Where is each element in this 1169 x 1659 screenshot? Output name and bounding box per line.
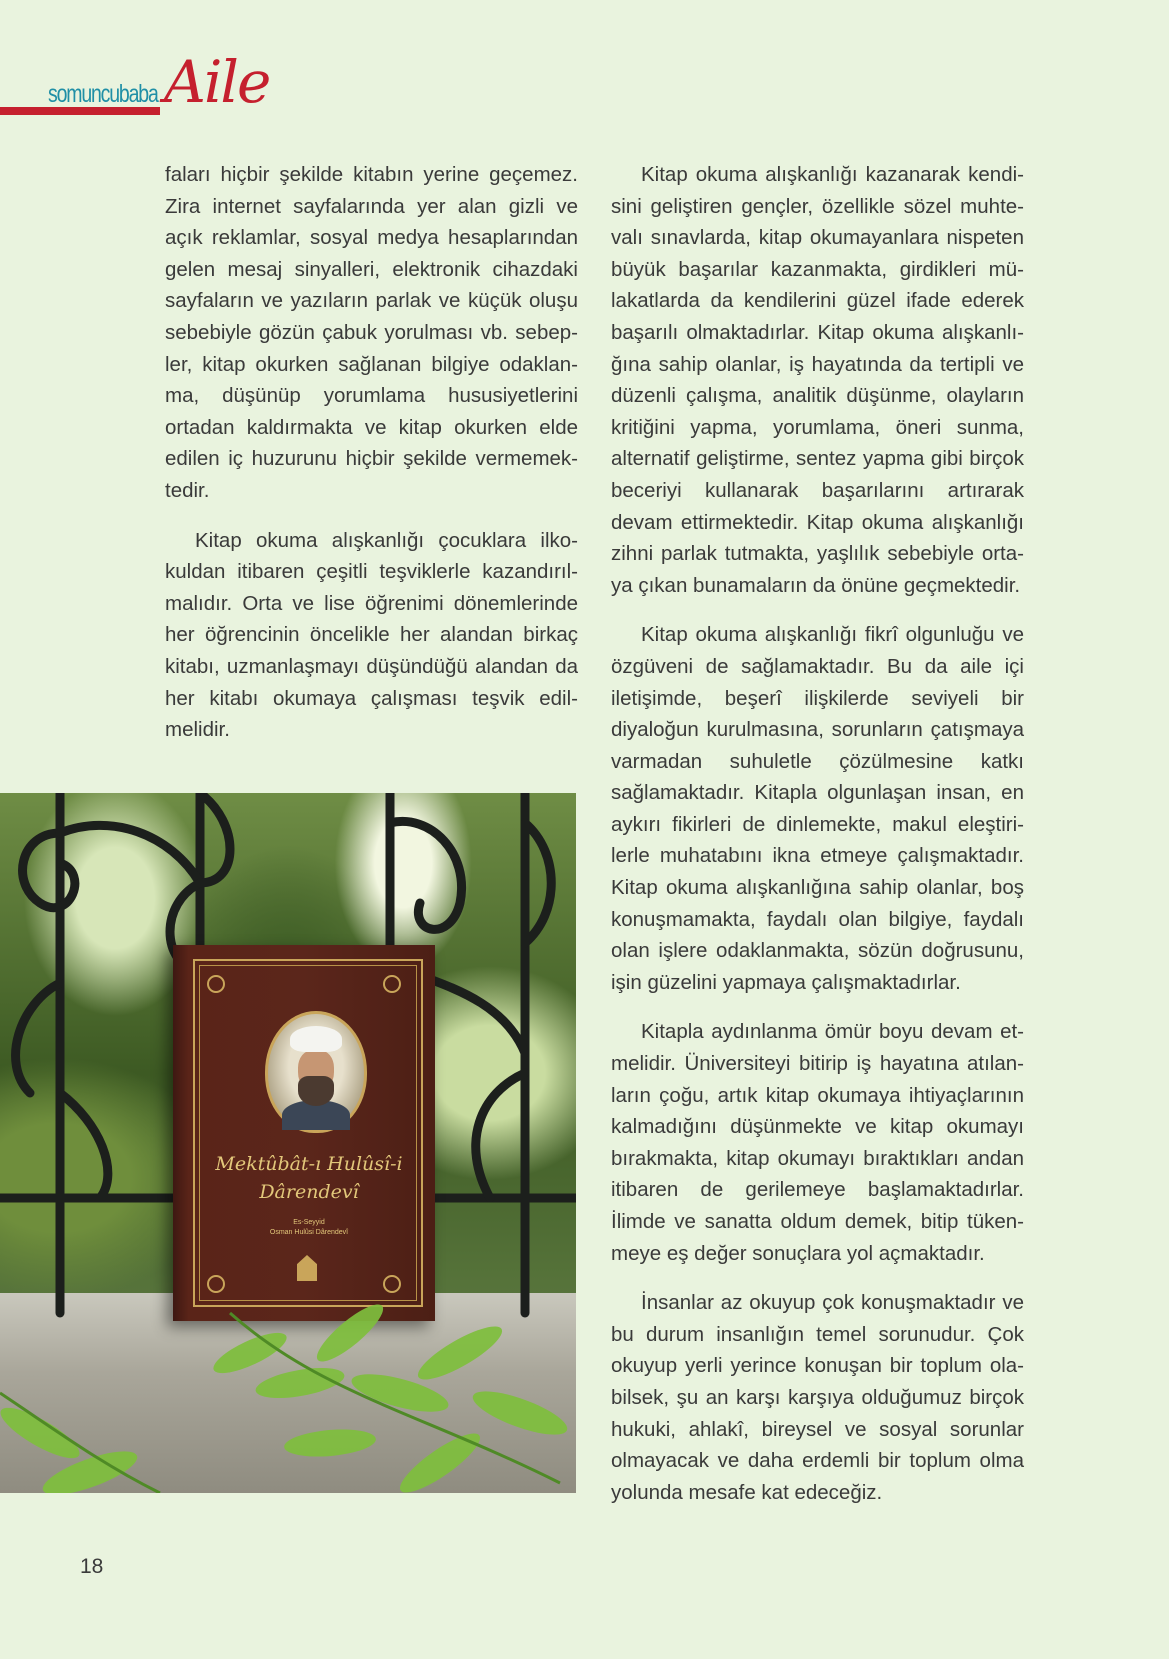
right-text-column	[611, 159, 1024, 1526]
book-photo	[0, 793, 576, 1493]
book-title-line1: Mektûbât-ı Hulûsî-i	[215, 1153, 403, 1175]
foreground-leaves	[0, 793, 576, 1493]
left-text-column	[165, 159, 578, 764]
logo-section-text: Aile	[164, 48, 270, 116]
magazine-logo	[48, 48, 270, 128]
paragraph: Kitap okuma alışkanlığı çocuklara ilkokuldan itibaren çeşitli teşviklerle kazandırılmalıdır. Orta ve lise öğrenimi dönemlerinde her öğrencinin öncelikle her alandan birkaç kitabı, uzmanlaşmayı düşündüğü alandan da her kitabı okumaya çalışması teşvik edilmelidir.	[165, 528, 578, 742]
logo-brand-text: somuncubaba	[48, 80, 158, 108]
paragraph: faları hiçbir şekilde kitabın yerine geçemez. Zira internet sayfalarında yer alan gizli ve açık reklamlar, sosyal medya hesaplarından gelen mesaj sinyalleri, elektronik cihazdaki sayfaların ve yazıların parlak ve küçük oluşu sebebiyle gözün çabuk yorulması vb. sebepler, kitap okurken sağlanan bilgiye odaklanma, düşünüp yorumlama hususiyetlerini ortadan kaldırmakta ve kitap okurken elde edilen iç huzurunu hiçbir şekilde vermemektedir.	[165, 163, 578, 502]
paragraph: İnsanlar az okuyup çok konuşmaktadır ve bu durum insanlığın temel sorunudur. Çok okuyup yerli yerince konuşan bir toplum olabilsek, şu an karşı karşıya olduğumuz birçok hukuki, ahlakî, bireysel ve sosyal sorunlar olmayacak ve daha erdemli bir toplum olma yolunda mesafe kat edeceğiz.	[611, 1291, 1024, 1504]
paragraph: Kitap okuma alışkanlığı fikrî olgunluğu ve özgüveni de sağlamaktadır. Bu da aile içi iletişimde, beşerî ilişkilerde seviyeli bir diyaloğun kurulmasına, sorunların çatışmaya varmadan suhuletle çözülmesine katkı sağlamaktadır. Kitapla olgunlaşan insan, en aykırı fikirleri de dinlemekte, makul eleştirilerle muhatabını ikna etmeye çalışmaktadır. Kitap okuma alışkanlığına sahip olanlar, boş konuşmamakta, faydalı olan bilgiye, faydalı olan işlere odaklanmakta, sözün doğrusunu, işin güzelini yapmaya çalışmaktadırlar.	[611, 623, 1024, 994]
book-title-line2: Dârendevî	[259, 1181, 359, 1203]
book-author-line2: Osman Hulûsi Dârendevî	[269, 1229, 349, 1236]
page-number: 18	[80, 1555, 104, 1578]
paragraph: Kitapla aydınlanma ömür boyu devam etmelidir. Üniversiteyi bitirip iş hayatına atılanların çoğu, artık kitap okumaya ihtiyaçlarının kalmadığını düşünmekte ve kitap okumayı bırakmakta, kitap okumayı bıraktıkları andan itibaren de gerilemeye başlamaktadırlar. İlimde ve sanatta oldum demek, bitip tükenmeye eş değer sonuçlara yol açmaktadır.	[611, 1020, 1024, 1265]
paragraph: Kitap okuma alışkanlığı kazanarak kendisini geliştiren gençler, özellikle sözel muhtevalı sınavlarda, kitap okumayanlara nispeten büyük başarılar kazanmakta, girdikleri mülakatlarda da kendilerini güzel ifade ederek başarılı olmaktadırlar. Kitap okuma alışkanlığına sahip olanlar, iş hayatında da tertipli ve düzenli çalışma, analitik düşünme, olayların kritiğini yapma, yorumlama, öneri sunma, alternatif geliştirme, sentez yapma gibi birçok beceriyi kullanarak başarılarını artırarak devam ettirmektedir. Kitap okuma alışkanlığı zihni parlak tutmakta, yaşlılık sebebiyle ortaya çıkan bunamaların da önüne geçmektedir.	[611, 163, 1024, 597]
book-author-line1: Es-Seyyid	[293, 1219, 325, 1226]
